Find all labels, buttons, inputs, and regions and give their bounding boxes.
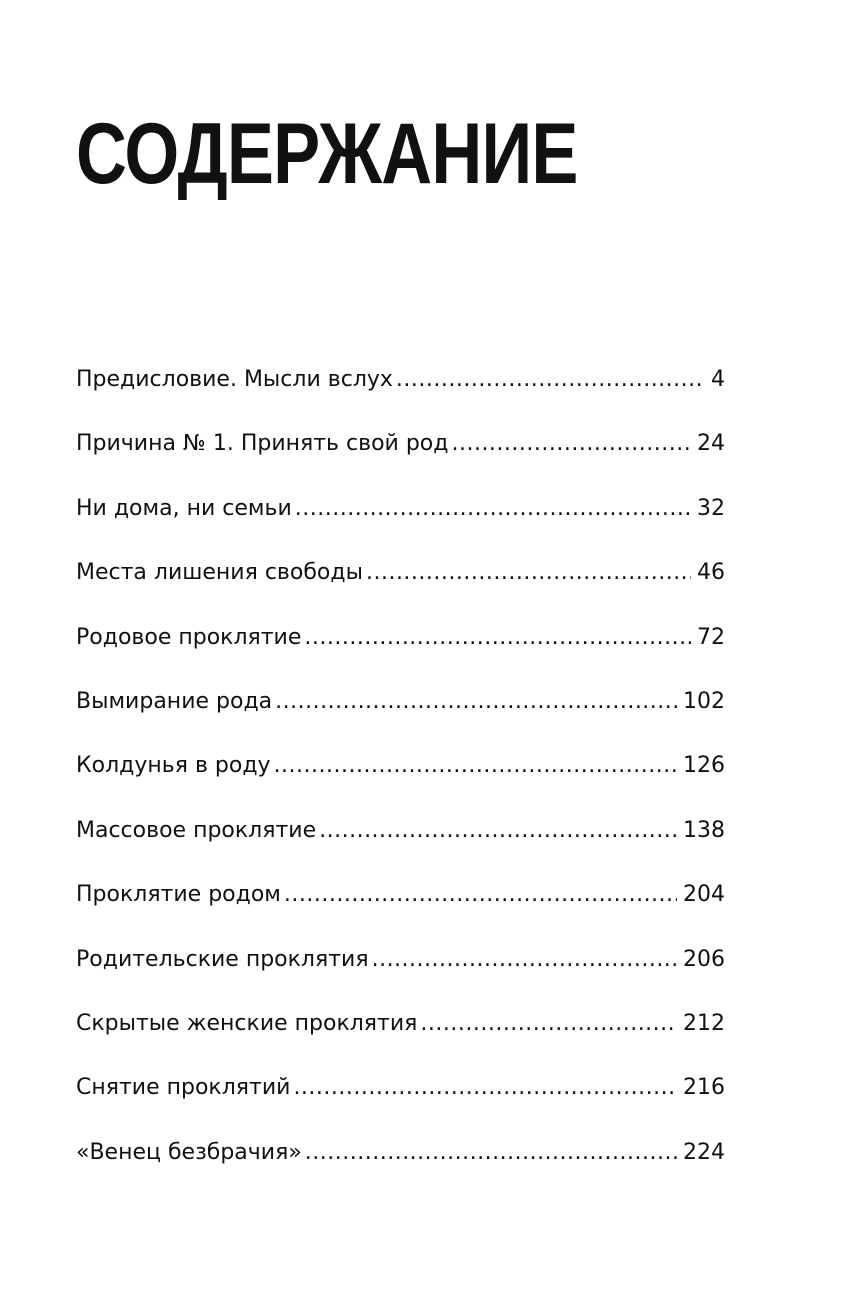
page-title: СОДЕРЖАНИЕ bbox=[76, 106, 578, 202]
dot-leader bbox=[284, 877, 677, 913]
toc-entry[interactable] bbox=[76, 1135, 725, 1199]
toc-entry-page: 46 bbox=[697, 560, 725, 586]
toc-entry-page: 204 bbox=[683, 882, 725, 908]
toc-entry-page: 24 bbox=[697, 431, 725, 457]
dot-leader bbox=[293, 1070, 677, 1106]
toc-entry-page: 126 bbox=[683, 753, 725, 779]
toc-entry[interactable] bbox=[76, 748, 725, 812]
toc-entry[interactable] bbox=[76, 362, 725, 426]
toc-entry-page: 212 bbox=[683, 1010, 725, 1036]
toc-entry[interactable] bbox=[76, 1006, 725, 1070]
toc-entry-page: 72 bbox=[697, 624, 725, 650]
toc-entry-title: Проклятие родом bbox=[76, 882, 281, 908]
dot-leader bbox=[274, 748, 677, 784]
toc-entry-title: Снятие проклятий bbox=[76, 1075, 291, 1101]
toc-entry-page: 138 bbox=[683, 817, 725, 843]
toc-entry-page: 216 bbox=[683, 1075, 725, 1101]
toc-entry-title: Ни дома, ни семьи bbox=[76, 495, 292, 521]
dot-leader bbox=[366, 555, 691, 591]
toc-entry-page: 32 bbox=[697, 495, 725, 521]
toc-entry-title: Причина № 1. Принять свой род bbox=[76, 431, 449, 457]
toc-entry-title: Предисловие. Мысли вслух bbox=[76, 367, 393, 392]
toc-entry-title: Колдунья в роду bbox=[76, 753, 271, 779]
dot-leader bbox=[275, 684, 677, 720]
toc-entry-title: «Венец безбрачия» bbox=[76, 1139, 302, 1165]
dot-leader bbox=[420, 1006, 677, 1042]
toc-entry-page: 4 bbox=[711, 367, 725, 392]
toc-entry[interactable] bbox=[76, 555, 725, 619]
toc-entry-page: 206 bbox=[683, 946, 725, 972]
toc-entry-title: Массовое проклятие bbox=[76, 817, 317, 843]
toc-entry[interactable] bbox=[76, 942, 725, 1006]
toc-entry-title: Скрытые женские проклятия bbox=[76, 1010, 418, 1036]
dot-leader bbox=[295, 491, 691, 527]
toc-entry-title: Родовое проклятие bbox=[76, 624, 302, 650]
toc-entry[interactable] bbox=[76, 620, 725, 684]
toc-entry[interactable] bbox=[76, 813, 725, 877]
toc-entry-title: Места лишения свободы bbox=[76, 560, 363, 586]
dot-leader bbox=[396, 362, 705, 398]
dot-leader bbox=[319, 813, 677, 849]
toc-entry-page: 224 bbox=[683, 1139, 725, 1165]
toc-entry-title: Родительские проклятия bbox=[76, 946, 369, 972]
toc-entry[interactable] bbox=[76, 877, 725, 941]
toc-entry[interactable] bbox=[76, 684, 725, 748]
dot-leader bbox=[305, 1135, 677, 1171]
dot-leader bbox=[451, 426, 691, 462]
dot-leader bbox=[304, 620, 691, 656]
toc-entry-title: Вымирание рода bbox=[76, 688, 273, 714]
toc-entry[interactable] bbox=[76, 491, 725, 555]
dot-leader bbox=[372, 942, 677, 978]
toc-entry-page: 102 bbox=[683, 688, 725, 714]
toc-entry[interactable] bbox=[76, 1070, 725, 1134]
toc-entry[interactable] bbox=[76, 426, 725, 490]
table-of-contents bbox=[76, 362, 725, 1199]
